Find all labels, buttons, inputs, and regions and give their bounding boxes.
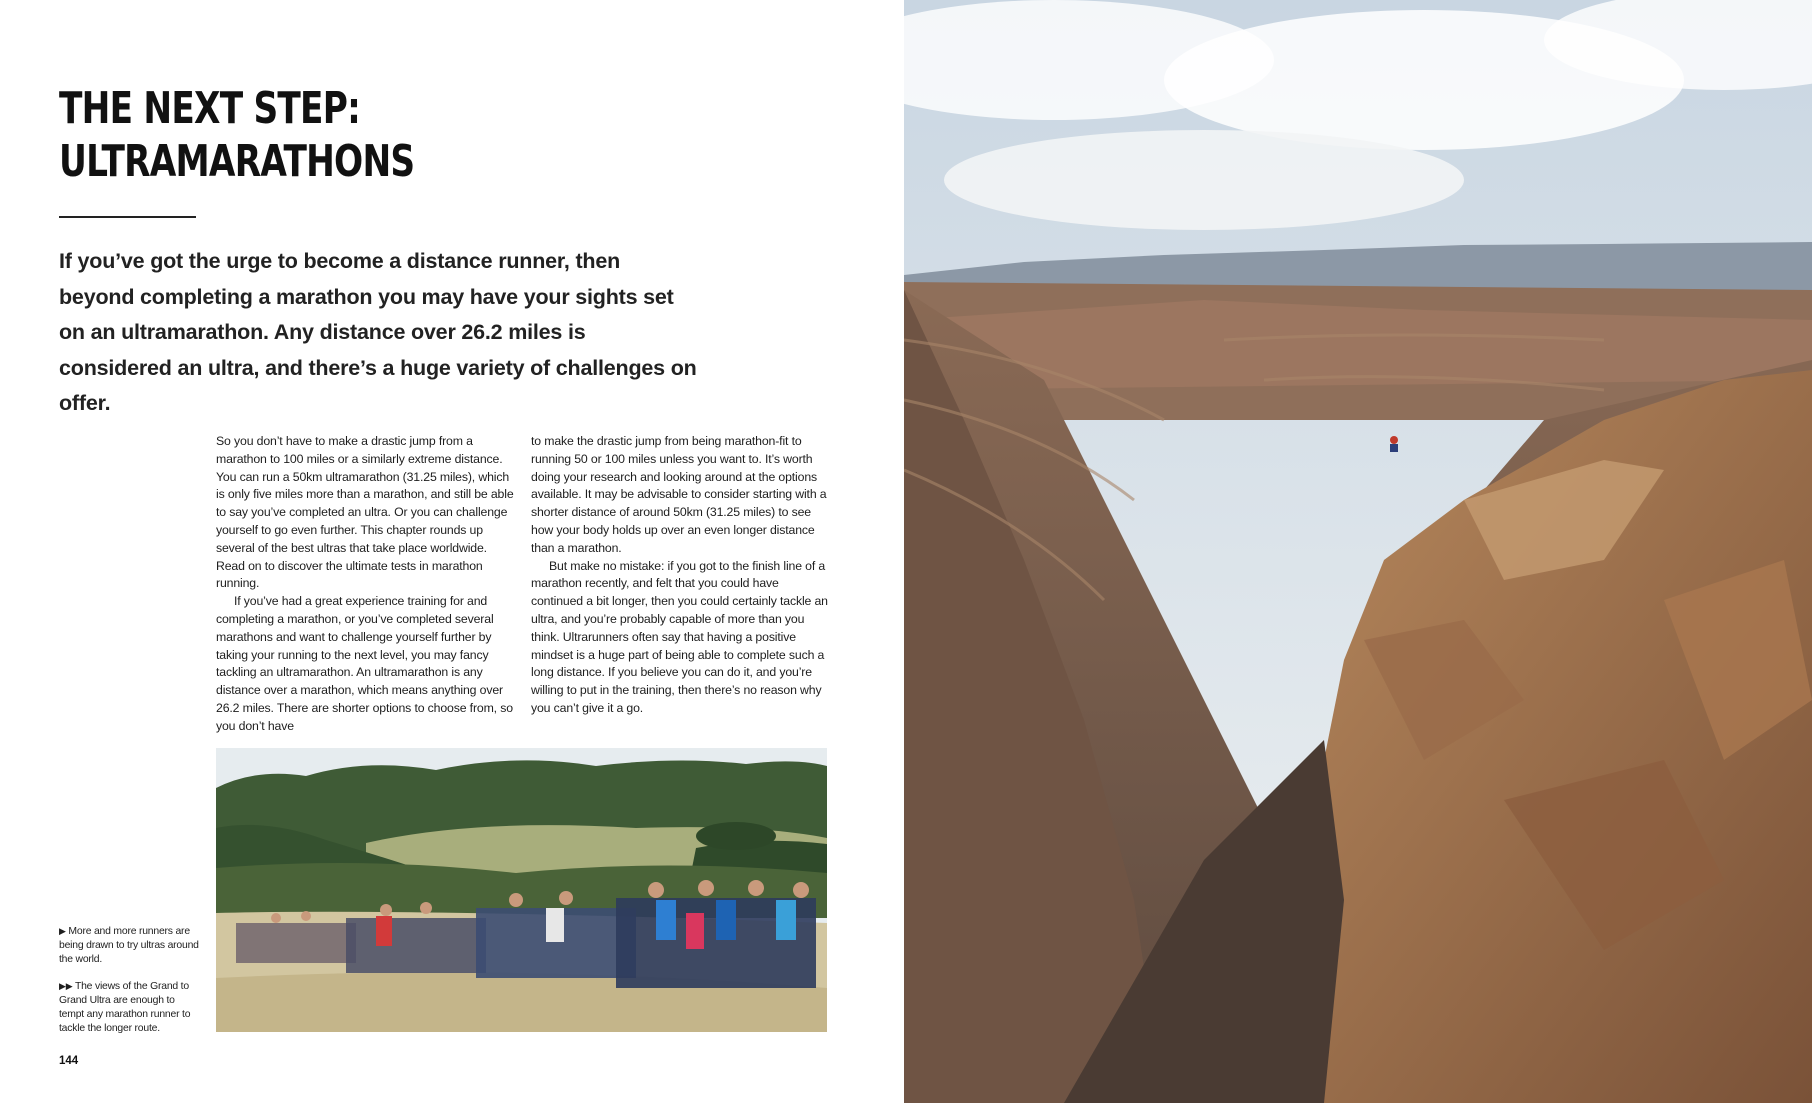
caption-text: The views of the Grand to Grand Ultra are enough to tempt any marathon runner to tackle the longer route.	[59, 981, 191, 1034]
caption	[59, 979, 199, 1036]
caption-text: More and more runners are being drawn to try ultras around the world.	[59, 926, 199, 965]
canyon-photo	[904, 0, 1812, 1103]
page-number: 144	[59, 1055, 79, 1067]
photo-captions	[59, 924, 199, 1048]
body-paragraph: If you’ve had a great experience training for and completing a marathon, or you’ve completed several marathons and want to challenge yourself further by taking your running to the next level, you may fancy tackling an ultramarathon. An ultramarathon is any distance over a marathon, which means anything over 26.2 miles. There are shorter options to choose from, so you don’t have	[216, 594, 513, 733]
arrow-right-icon: ▶	[59, 926, 66, 936]
title-line-1: THE NEXT STEP:	[59, 83, 361, 134]
body-paragraph: to make the drastic jump from being marathon-fit to running 50 or 100 miles unless you want to. It’s worth doing your research and looking around at the options available. It may be advisable to consider starting with a shorter distance of around 50km (31.25 miles) to see how your body holds up over an even longer distance than a marathon.	[531, 434, 827, 555]
runners-photo	[216, 748, 827, 1032]
body-paragraph: But make no mistake: if you got to the finish line of a marathon recently, and felt that you could have continued a bit longer, then you could certainly tackle an ultra, and you’re probably capable of more than you think. Ultrarunners often say that having a positive mindset is a huge part of being able to complete such a long distance. If you believe you can do it, and you’re willing to put in the training, then there’s no reason why you can’t give it a go.	[531, 558, 828, 715]
body-column-2	[531, 433, 831, 718]
double-arrow-right-icon: ▶▶	[59, 981, 73, 991]
title-divider	[59, 216, 196, 218]
body-column-1	[216, 433, 516, 736]
left-page	[0, 0, 904, 1103]
caption	[59, 924, 199, 967]
title-line-2: ULTRAMARATHONS	[59, 136, 415, 187]
article-title	[59, 82, 621, 188]
body-paragraph: So you don’t have to make a drastic jump from a marathon to 100 miles or a similarly extreme distance. You can run a 50km ultramarathon (31.25 miles), which is only five miles more than a marathon, and still be able to say you’ve completed an ultra. Or you can challenge yourself to go even further. This chapter rounds up several of the best ultras that take place worldwide. Read on to discover the ultimate tests in marathon running.	[216, 434, 514, 591]
standfirst: If you’ve got the urge to become a distance runner, then beyond completing a marathon you may have your sights set on an ultramarathon. Any distance over 26.2 miles is considered an ultra, and there’s a huge variety of challenges on offer.	[59, 249, 697, 415]
